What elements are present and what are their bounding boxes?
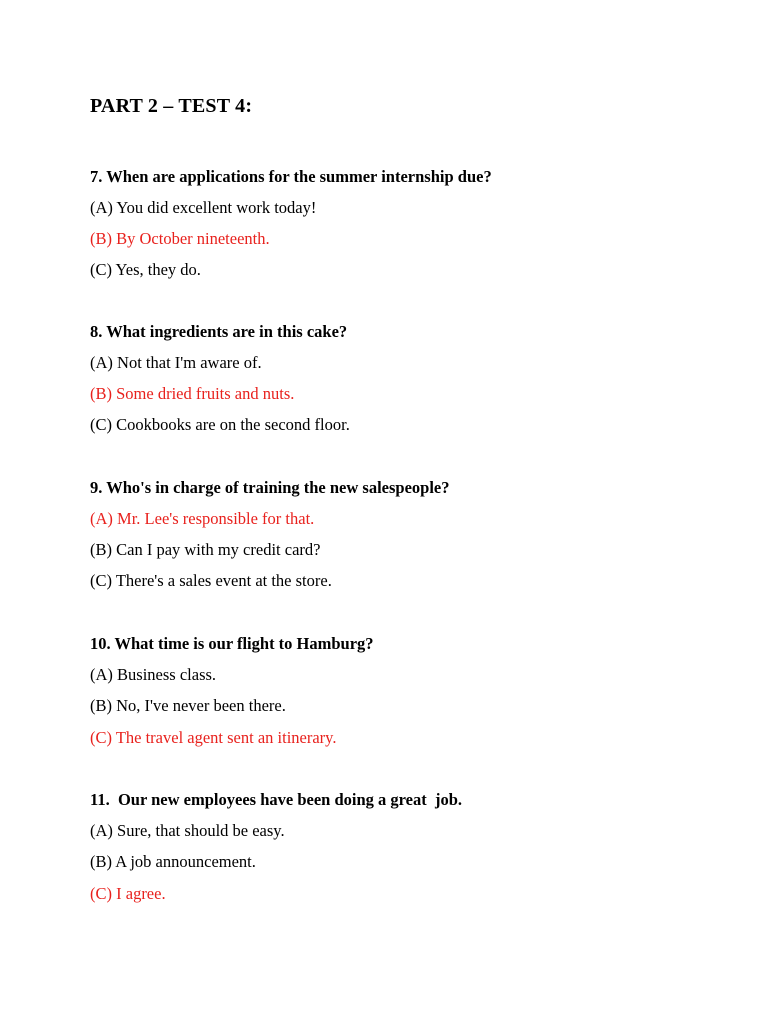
question-10-option-a: (A) Business class.	[90, 665, 217, 684]
question-8-option-b: (B) Some dried fruits and nuts.	[90, 384, 295, 403]
question-7-option-c: (C) Yes, they do.	[90, 260, 201, 279]
question-11-option-a: (A) Sure, that should be easy.	[90, 821, 285, 840]
question-7-option-a: (A) You did excellent work today!	[90, 198, 317, 217]
question-10-option-c: (C) The travel agent sent an itinerary.	[90, 728, 337, 747]
question-8: 8. What ingredients are in this cake?	[90, 322, 348, 341]
question-10-option-b: (B) No, I've never been there.	[90, 696, 286, 715]
question-10: 10. What time is our flight to Hamburg?	[90, 634, 374, 653]
question-7: 7. When are applications for the summer internship due?	[90, 167, 492, 186]
question-9-option-b: (B) Can I pay with my credit card?	[90, 540, 321, 559]
question-8-option-c: (C) Cookbooks are on the second floor.	[90, 415, 350, 434]
question-8-option-a: (A) Not that I'm aware of.	[90, 353, 262, 372]
page-title: PART 2 – TEST 4:	[90, 95, 253, 117]
question-9-option-a: (A) Mr. Lee's responsible for that.	[90, 509, 315, 528]
question-9: 9. Who's in charge of training the new salespeople?	[90, 478, 450, 497]
question-11: 11. Our new employees have been doing a great job.	[90, 790, 463, 809]
question-9-option-c: (C) There's a sales event at the store.	[90, 571, 332, 590]
question-7-option-b: (B) By October nineteenth.	[90, 229, 270, 248]
question-11-option-b: (B) A job announcement.	[90, 852, 256, 871]
question-11-option-c: (C) I agree.	[90, 884, 166, 903]
